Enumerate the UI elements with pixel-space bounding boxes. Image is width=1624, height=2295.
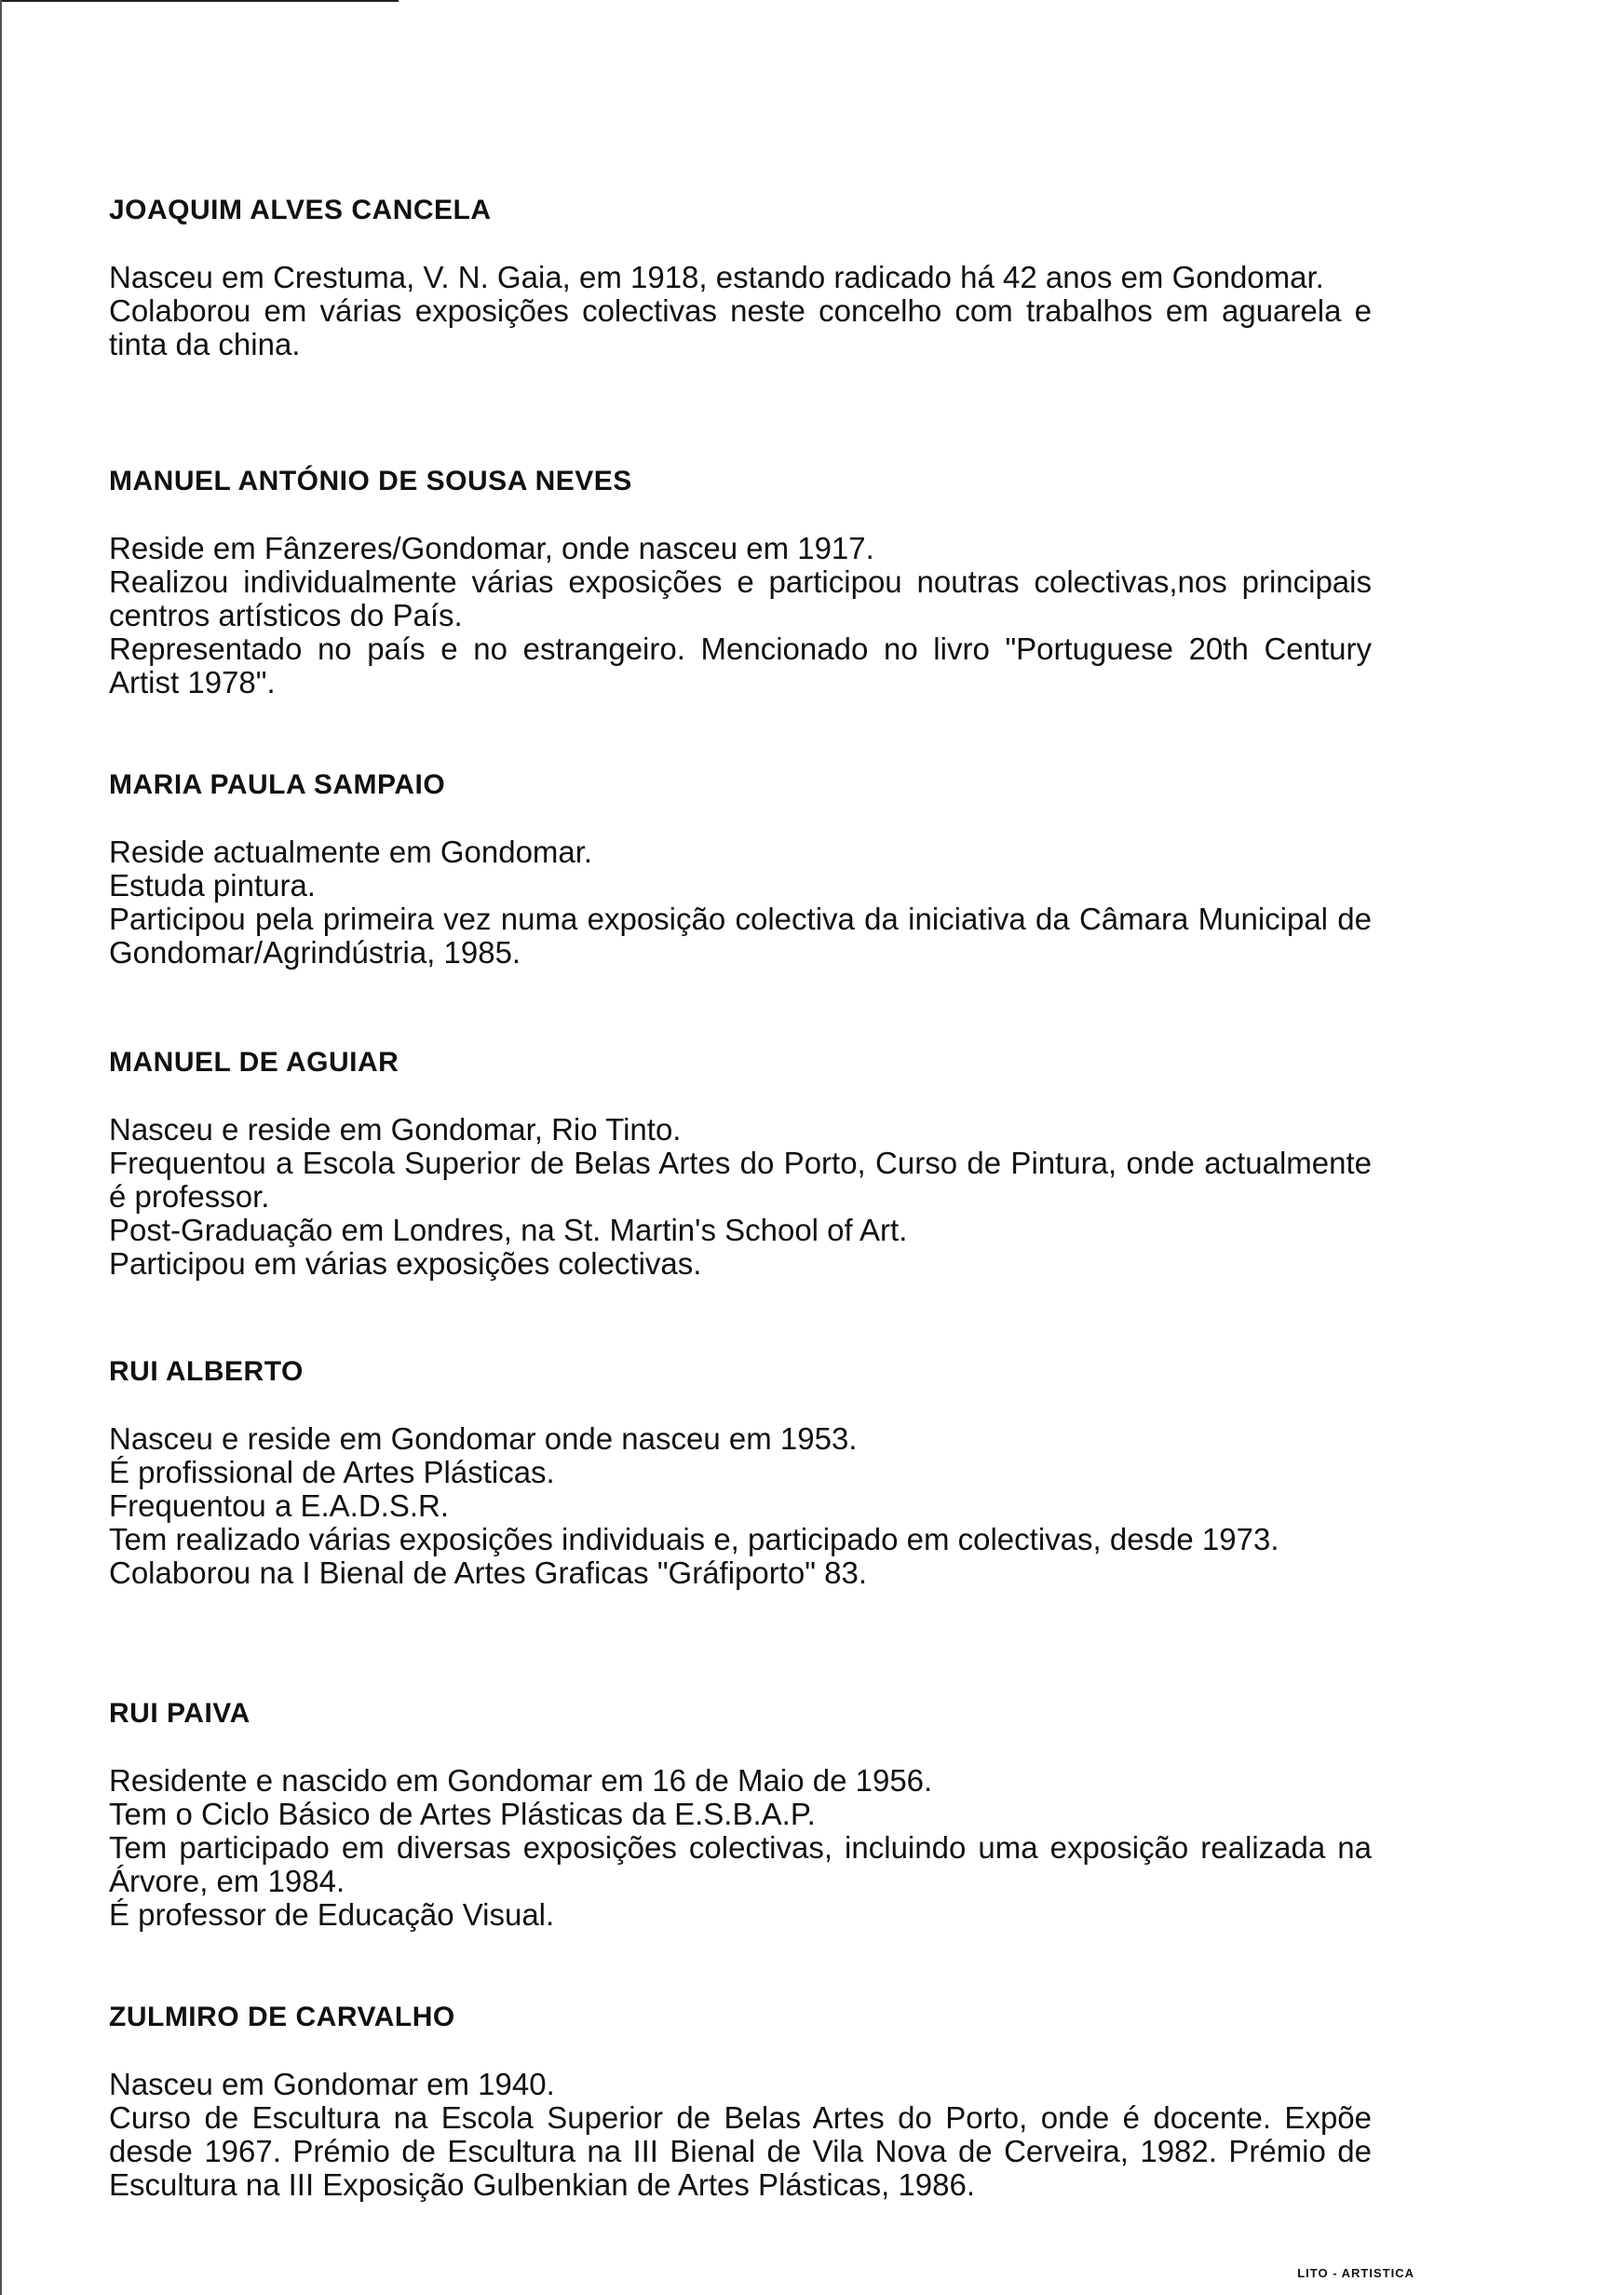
bio-line: Estuda pintura.	[109, 868, 316, 903]
bio-line: Nasceu e reside em Gondomar, Rio Tinto.	[109, 1112, 682, 1147]
bio-line: Participou pela primeira vez numa exposição colectiva da iniciativa da Câmara Municipal de Gondomar/Agrindústria, 1985.	[109, 902, 1372, 970]
top-rule	[0, 0, 399, 2]
bio-line: Frequentou a Escola Superior de Belas Artes do Porto, Curso de Pintura, onde actualmente é professor.	[109, 1146, 1372, 1214]
bio-line: Colaborou em várias exposições colectivas neste concelho com trabalhos em aguarela e tinta da china.	[109, 293, 1372, 361]
artist-name: MANUEL ANTÓNIO DE SOUSA NEVES	[109, 466, 632, 496]
bio-line: Nasceu em Gondomar em 1940.	[109, 2067, 555, 2101]
bio-line: Colaborou na I Bienal de Artes Graficas "Gráfiporto" 83.	[109, 1555, 868, 1590]
bio-line: Tem participado em diversas exposições colectivas, incluindo uma exposição realizada na Árvore, em 1984.	[109, 1830, 1372, 1898]
artist-entry-cancela	[109, 192, 1372, 361]
bio-line: Realizou individualmente várias exposições e participou noutras colectivas,nos principais centros artísticos do País.	[109, 564, 1372, 632]
artist-name: MARIA PAULA SAMPAIO	[109, 769, 446, 800]
bio-line: Participou em várias exposições colectivas.	[109, 1246, 702, 1281]
bio-line: Frequentou a E.A.D.S.R.	[109, 1488, 450, 1523]
artist-name: JOAQUIM ALVES CANCELA	[109, 195, 492, 225]
artist-name: RUI PAIVA	[109, 1698, 250, 1729]
bio-line: Representado no país e no estrangeiro. Mencionado no livro "Portuguese 20th Century Artist 1978".	[109, 631, 1372, 699]
bio-line: Reside em Fânzeres/Gondomar, onde nasceu em 1917.	[109, 531, 874, 565]
artist-entry-sousa-neves	[109, 463, 1372, 699]
artist-name: ZULMIRO DE CARVALHO	[109, 2002, 455, 2032]
bio-line: Tem realizado várias exposições individuais e, participado em colectivas, desde 1973.	[109, 1522, 1279, 1556]
bio-line: É professor de Educação Visual.	[109, 1897, 555, 1932]
artist-entry-sampaio	[109, 767, 1372, 970]
artist-entry-aguiar	[109, 1044, 1372, 1281]
bio-line: Curso de Escultura na Escola Superior de Belas Artes do Porto, onde é docente. Expõe desde 1967. Prémio de Escultura na III Bienal de Vila Nova de Cerveira, 1982. Prémio de Escultura na III Exposição Gulbenkian de Artes Plásticas, 1986.	[109, 2100, 1372, 2202]
left-margin-rule	[0, 0, 2, 2295]
artist-entry-zulmiro	[109, 1999, 1372, 2202]
bio-line: Tem o Ciclo Básico de Artes Plásticas da E.S.B.A.P.	[109, 1797, 816, 1831]
printer-credit: LITO - ARTISTICA	[1297, 2266, 1414, 2280]
artist-name: RUI ALBERTO	[109, 1356, 304, 1387]
bio-line: É profissional de Artes Plásticas.	[109, 1455, 555, 1489]
artist-entry-rui-paiva	[109, 1695, 1372, 1932]
bio-line: Residente e nascido em Gondomar em 16 de Maio de 1956.	[109, 1763, 933, 1798]
bio-line: Nasceu e reside em Gondomar onde nasceu em 1953.	[109, 1421, 858, 1456]
bio-line: Nasceu em Crestuma, V. N. Gaia, em 1918, estando radicado há 42 anos em Gondomar.	[109, 260, 1324, 294]
bio-line: Reside actualmente em Gondomar.	[109, 835, 593, 869]
artist-entry-rui-alberto	[109, 1353, 1372, 1590]
bio-line: Post-Graduação em Londres, na St. Martin's School of Art.	[109, 1213, 908, 1247]
artist-name: MANUEL DE AGUIAR	[109, 1047, 399, 1078]
